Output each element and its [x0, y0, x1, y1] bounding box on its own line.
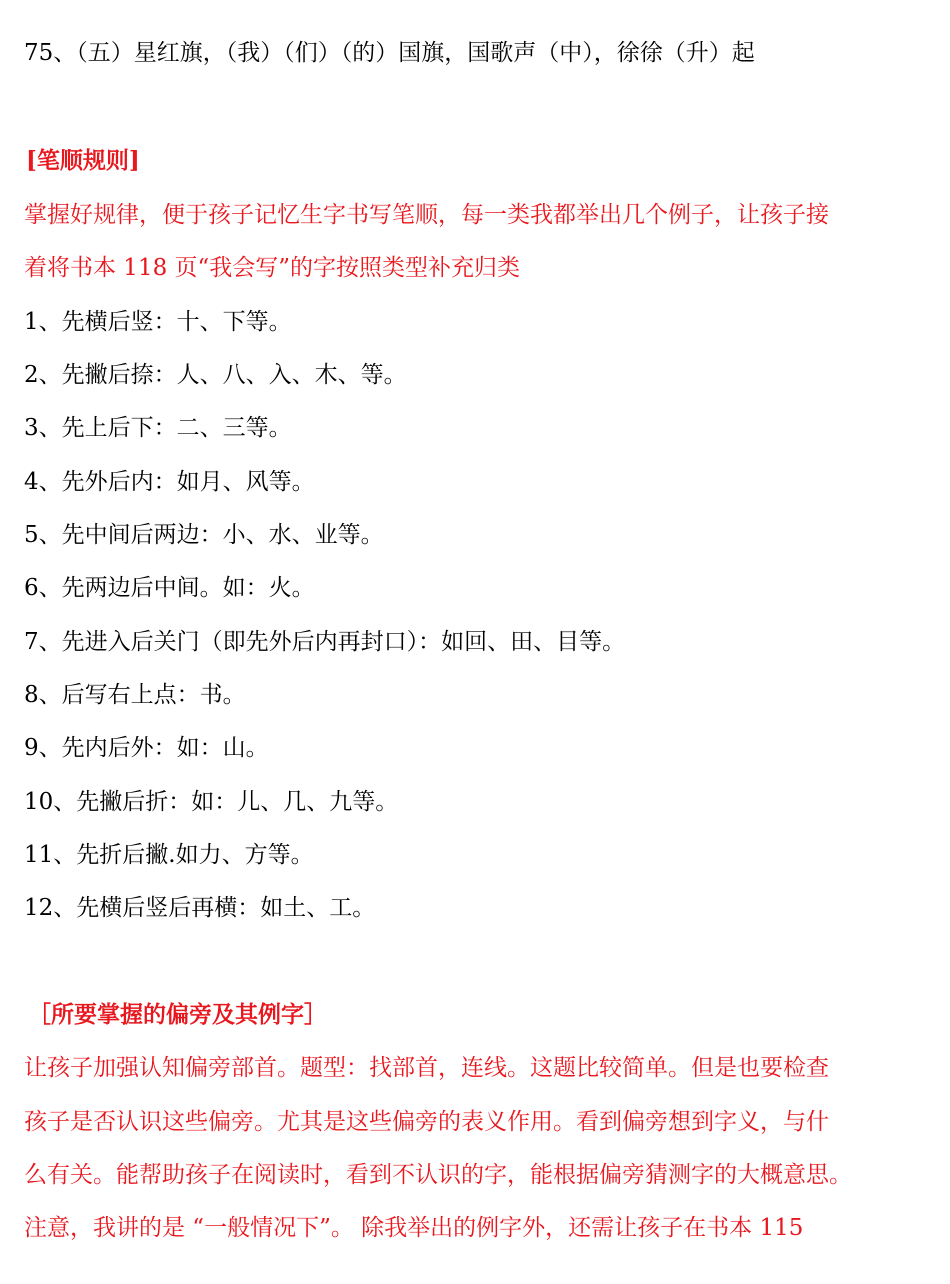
radical-section-heading: ［所要掌握的偏旁及其例字］ [28, 1001, 327, 1028]
stroke-rule-5: 5、先中间后两边：小、水、业等。 [24, 522, 384, 548]
stroke-rule-6: 6、先两边后中间。如：火。 [24, 575, 315, 601]
stroke-rule-1: 1、先横后竖：十、下等。 [24, 309, 292, 335]
stroke-rule-7: 7、先进入后关门（即先外后内再封口）：如回、田、目等。 [24, 629, 626, 655]
stroke-rule-4: 4、先外后内：如月、风等。 [24, 469, 315, 495]
radical-paragraph-line-3: 么有关。能帮助孩子在阅读时，看到不认识的字，能根据偏旁猜测字的大概意思。 [24, 1162, 852, 1188]
stroke-order-heading: [笔顺规则] [26, 147, 140, 174]
radical-paragraph-line-1: 让孩子加强认知偏旁部首。题型：找部首，连线。这题比较简单。但是也要检查 [24, 1055, 829, 1081]
stroke-rule-2: 2、先撇后捺：人、八、入、木、等。 [24, 362, 407, 388]
stroke-rule-10: 10、先撇后折：如：儿、几、九等。 [24, 789, 399, 815]
stroke-rule-11: 11、先折后撇.如力、方等。 [24, 842, 314, 868]
stroke-rule-3: 3、先上后下：二、三等。 [24, 415, 292, 441]
radical-paragraph-line-2: 孩子是否认识这些偏旁。尤其是这些偏旁的表义作用。看到偏旁想到字义，与什 [24, 1109, 829, 1135]
stroke-rule-8: 8、后写右上点：书。 [24, 682, 246, 708]
radical-paragraph-line-4: 注意，我讲的是 “一般情况下”。 除我举出的例字外，还需让孩子在书本 115 [24, 1215, 804, 1241]
stroke-rule-9: 9、先内后外：如：山。 [24, 735, 269, 761]
stroke-order-intro-line-1: 掌握好规律，便于孩子记忆生字书写笔顺，每一类我都举出几个例子，让孩子接 [24, 202, 829, 228]
answer-line-75: 75、（五）星红旗，（我）（们）（的）国旗，国歌声（中），徐徐（升）起 [24, 40, 755, 66]
stroke-rule-12: 12、先横后竖后再横：如土、工。 [24, 895, 376, 921]
stroke-order-intro-line-2: 着将书本 118 页“我会写”的字按照类型补充归类 [24, 255, 521, 281]
